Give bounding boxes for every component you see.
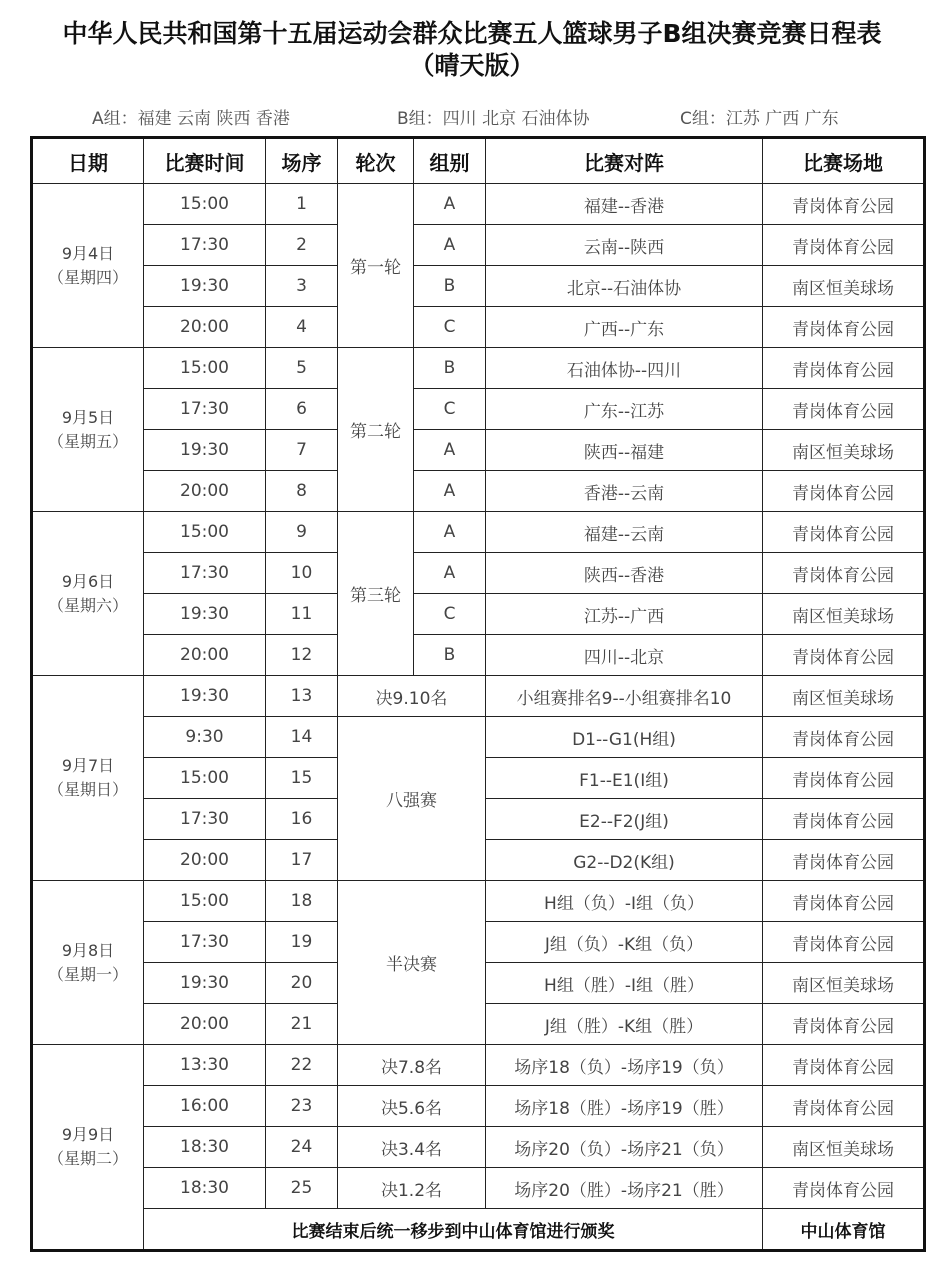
table-row [32, 1168, 925, 1209]
round-cell: 第三轮 [338, 512, 414, 676]
time-cell: 16:00 [144, 1086, 266, 1127]
venue-cell: 青岗体育公园 [763, 1045, 925, 1086]
table-row [32, 225, 925, 266]
weekday-label: （星期二） [47, 1149, 128, 1168]
match-no-cell: 1 [266, 184, 338, 225]
table-row [32, 1127, 925, 1168]
header-group: 组别 [414, 138, 486, 184]
time-cell: 20:00 [144, 840, 266, 881]
time-cell: 20:00 [144, 471, 266, 512]
title-line-2: （晴天版） [409, 51, 535, 80]
time-cell: 17:30 [144, 922, 266, 963]
time-cell: 17:30 [144, 799, 266, 840]
round-cell: 决1.2名 [338, 1168, 486, 1209]
match-no-cell: 17 [266, 840, 338, 881]
matchup-cell: 福建--香港 [486, 184, 763, 225]
weekday-label: （星期六） [47, 595, 128, 615]
round-cell: 决5.6名 [338, 1086, 486, 1127]
matchup-cell: 陕西--香港 [486, 553, 763, 594]
date-label: 9月7日 [61, 756, 115, 775]
venue-cell: 青岗体育公园 [763, 225, 925, 266]
time-cell: 19:30 [144, 963, 266, 1004]
weekday-label: （星期一） [47, 964, 128, 984]
date-label: 9月5日 [61, 407, 115, 427]
table-row [32, 717, 925, 758]
header-matchup: 比赛对阵 [486, 138, 763, 184]
group-cell: C [414, 389, 486, 430]
time-cell: 15:00 [144, 348, 266, 389]
table-row [32, 307, 925, 348]
group-cell: A [414, 184, 486, 225]
match-no-cell: 7 [266, 430, 338, 471]
matchup-cell: 北京--石油体协 [486, 266, 763, 307]
match-no-cell: 25 [266, 1168, 338, 1209]
matchup-cell: 四川--北京 [486, 635, 763, 676]
match-no-cell: 18 [266, 881, 338, 922]
header-round: 轮次 [338, 138, 414, 184]
group-b-list: B组：四川 北京 石油体协 [397, 109, 590, 129]
venue-cell: 青岗体育公园 [763, 635, 925, 676]
match-no-cell: 2 [266, 225, 338, 266]
matchup-cell: H组（胜）-I组（胜） [486, 963, 763, 1004]
round-cell: 决7.8名 [338, 1045, 486, 1086]
date-cell [32, 184, 144, 348]
award-venue: 中山体育馆 [763, 1209, 925, 1251]
table-row [32, 553, 925, 594]
venue-cell: 青岗体育公园 [763, 922, 925, 963]
match-no-cell: 4 [266, 307, 338, 348]
venue-cell: 南区恒美球场 [763, 963, 925, 1004]
venue-cell: 青岗体育公园 [763, 307, 925, 348]
match-no-cell: 20 [266, 963, 338, 1004]
venue-cell: 青岗体育公园 [763, 184, 925, 225]
time-cell: 20:00 [144, 1004, 266, 1045]
match-no-cell: 5 [266, 348, 338, 389]
time-cell: 15:00 [144, 184, 266, 225]
match-no-cell: 23 [266, 1086, 338, 1127]
match-no-cell: 11 [266, 594, 338, 635]
venue-cell: 南区恒美球场 [763, 430, 925, 471]
venue-cell: 南区恒美球场 [763, 594, 925, 635]
weekday-label: （星期四） [47, 267, 128, 287]
group-cell: A [414, 553, 486, 594]
table-row [32, 266, 925, 307]
header-time: 比赛时间 [144, 138, 266, 184]
group-cell: C [414, 594, 486, 635]
table-row [32, 389, 925, 430]
header-row [32, 138, 925, 184]
group-cell: A [414, 430, 486, 471]
group-cell: A [414, 225, 486, 266]
date-cell [32, 676, 144, 881]
venue-cell: 青岗体育公园 [763, 389, 925, 430]
table-row [32, 348, 925, 389]
time-cell: 13:30 [144, 1045, 266, 1086]
time-cell: 15:00 [144, 512, 266, 553]
header-venue: 比赛场地 [763, 138, 925, 184]
header-date: 日期 [32, 138, 144, 184]
time-cell: 19:30 [144, 594, 266, 635]
date-cell [32, 1045, 144, 1251]
group-cell: A [414, 471, 486, 512]
matchup-cell: 场序18（负）-场序19（负） [486, 1045, 763, 1086]
round-cell: 八强赛 [338, 717, 486, 881]
match-no-cell: 24 [266, 1127, 338, 1168]
venue-cell: 青岗体育公园 [763, 840, 925, 881]
group-cell: B [414, 635, 486, 676]
venue-cell: 青岗体育公园 [763, 512, 925, 553]
venue-cell: 南区恒美球场 [763, 1127, 925, 1168]
time-cell: 20:00 [144, 307, 266, 348]
venue-cell: 青岗体育公园 [763, 758, 925, 799]
time-cell: 18:30 [144, 1168, 266, 1209]
match-no-cell: 10 [266, 553, 338, 594]
venue-cell: 青岗体育公园 [763, 1168, 925, 1209]
time-cell: 9:30 [144, 717, 266, 758]
table-row [32, 676, 925, 717]
round-cell: 半决赛 [338, 881, 486, 1045]
award-note: 比赛结束后统一移步到中山体育馆进行颁奖 [144, 1209, 763, 1251]
date-label: 9月9日 [61, 1125, 115, 1144]
matchup-cell: J组（胜）-K组（胜） [486, 1004, 763, 1045]
matchup-cell: 香港--云南 [486, 471, 763, 512]
round-cell: 决3.4名 [338, 1127, 486, 1168]
group-cell: A [414, 512, 486, 553]
group-c-list: C组：江苏 广西 广东 [680, 109, 839, 129]
match-no-cell: 14 [266, 717, 338, 758]
footer-row [32, 1209, 925, 1251]
matchup-cell: 广东--江苏 [486, 389, 763, 430]
matchup-cell: H组（负）-I组（负） [486, 881, 763, 922]
title-line-1: 中华人民共和国第十五届运动会群众比赛五人篮球男子B组决赛竞赛日程表 [62, 19, 882, 48]
table-row [32, 184, 925, 225]
date-cell [32, 512, 144, 676]
table-row [32, 635, 925, 676]
matchup-cell: 场序20（胜）-场序21（胜） [486, 1168, 763, 1209]
matchup-cell: J组（负）-K组（负） [486, 922, 763, 963]
match-no-cell: 12 [266, 635, 338, 676]
table-row [32, 1045, 925, 1086]
venue-cell: 青岗体育公园 [763, 553, 925, 594]
matchup-cell: 云南--陕西 [486, 225, 763, 266]
venue-cell: 青岗体育公园 [763, 471, 925, 512]
venue-cell: 南区恒美球场 [763, 676, 925, 717]
time-cell: 18:30 [144, 1127, 266, 1168]
group-cell: C [414, 307, 486, 348]
page-title [0, 18, 944, 82]
match-no-cell: 19 [266, 922, 338, 963]
date-cell [32, 348, 144, 512]
table-row [32, 881, 925, 922]
match-no-cell: 21 [266, 1004, 338, 1045]
venue-cell: 青岗体育公园 [763, 881, 925, 922]
time-cell: 17:30 [144, 389, 266, 430]
matchup-cell: F1--E1(I组) [486, 758, 763, 799]
time-cell: 17:30 [144, 553, 266, 594]
matchup-cell: 陕西--福建 [486, 430, 763, 471]
match-no-cell: 9 [266, 512, 338, 553]
schedule-table [30, 136, 926, 1252]
table-row [32, 594, 925, 635]
header-match-no: 场序 [266, 138, 338, 184]
table-row [32, 430, 925, 471]
date-label: 9月8日 [61, 940, 115, 960]
match-no-cell: 13 [266, 676, 338, 717]
group-cell: B [414, 266, 486, 307]
time-cell: 15:00 [144, 758, 266, 799]
group-assignments [0, 104, 944, 128]
date-label: 9月4日 [61, 243, 115, 263]
weekday-label: （星期日） [47, 780, 128, 799]
venue-cell: 青岗体育公园 [763, 1004, 925, 1045]
matchup-cell: D1--G1(H组) [486, 717, 763, 758]
matchup-cell: G2--D2(K组) [486, 840, 763, 881]
weekday-label: （星期五） [47, 431, 128, 451]
venue-cell: 青岗体育公园 [763, 799, 925, 840]
date-label: 9月6日 [61, 571, 115, 591]
matchup-cell: 场序20（负）-场序21（负） [486, 1127, 763, 1168]
matchup-cell: 江苏--广西 [486, 594, 763, 635]
matchup-cell: 小组赛排名9--小组赛排名10 [486, 676, 763, 717]
matchup-cell: E2--F2(J组) [486, 799, 763, 840]
venue-cell: 青岗体育公园 [763, 348, 925, 389]
time-cell: 19:30 [144, 266, 266, 307]
round-cell: 决9.10名 [338, 676, 486, 717]
round-cell: 第一轮 [338, 184, 414, 348]
date-cell [32, 881, 144, 1045]
time-cell: 15:00 [144, 881, 266, 922]
venue-cell: 青岗体育公园 [763, 1086, 925, 1127]
time-cell: 20:00 [144, 635, 266, 676]
group-a-list: A组：福建 云南 陕西 香港 [92, 109, 290, 129]
match-no-cell: 8 [266, 471, 338, 512]
round-cell: 第二轮 [338, 348, 414, 512]
matchup-cell: 福建--云南 [486, 512, 763, 553]
time-cell: 17:30 [144, 225, 266, 266]
match-no-cell: 22 [266, 1045, 338, 1086]
match-no-cell: 15 [266, 758, 338, 799]
match-no-cell: 3 [266, 266, 338, 307]
matchup-cell: 广西--广东 [486, 307, 763, 348]
venue-cell: 南区恒美球场 [763, 266, 925, 307]
table-row [32, 471, 925, 512]
matchup-cell: 石油体协--四川 [486, 348, 763, 389]
venue-cell: 青岗体育公园 [763, 717, 925, 758]
table-row [32, 512, 925, 553]
time-cell: 19:30 [144, 676, 266, 717]
table-row [32, 1086, 925, 1127]
matchup-cell: 场序18（胜）-场序19（胜） [486, 1086, 763, 1127]
match-no-cell: 16 [266, 799, 338, 840]
group-cell: B [414, 348, 486, 389]
match-no-cell: 6 [266, 389, 338, 430]
time-cell: 19:30 [144, 430, 266, 471]
